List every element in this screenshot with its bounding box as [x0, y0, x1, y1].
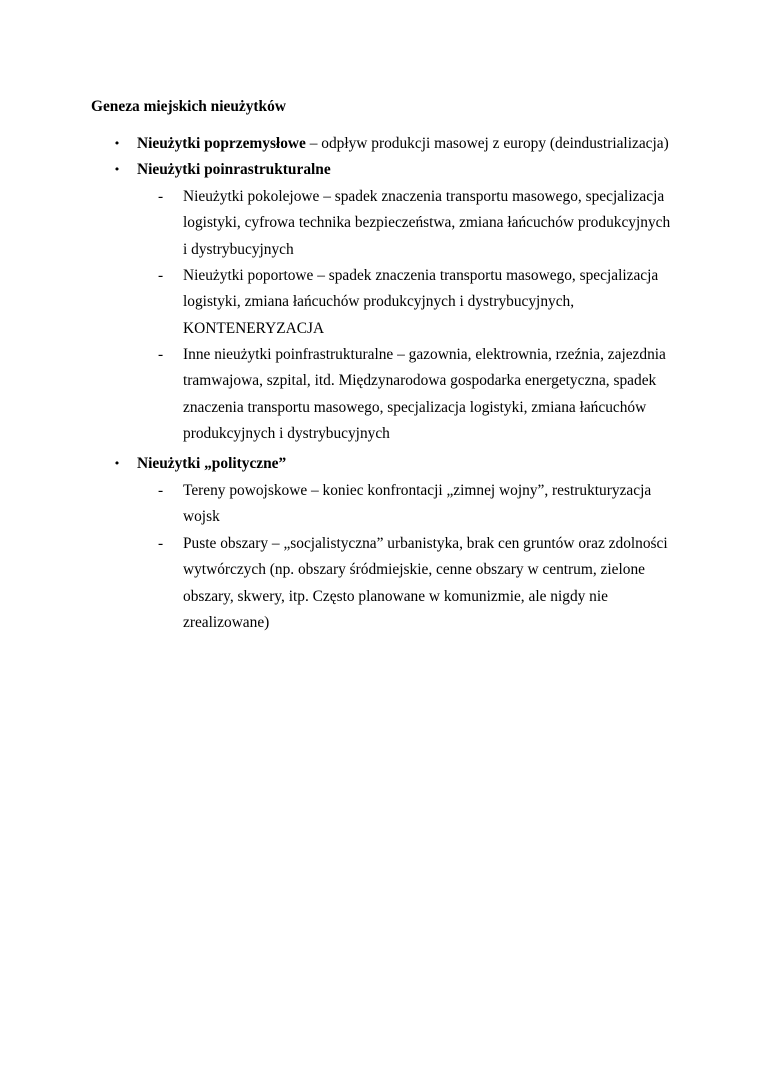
text-line: wytwórczych (np. obszary śródmiejskie, cenne obszary w centrum, zielone [183, 561, 645, 579]
sub-item-text [183, 478, 678, 531]
bullet-text [137, 157, 331, 183]
text-line: zrealizowane) [183, 613, 270, 631]
text-line: i dystrybucyjnych [183, 240, 294, 258]
text-line: logistyki, zmiana łańcuchów produkcyjnych i dystrybucyjnych, [183, 293, 575, 311]
document-title: Geneza miejskich nieużytków [91, 98, 286, 115]
text-line: znaczenia transportu masowego, specjalizacja logistyki, zmiana łańcuchów [183, 398, 647, 416]
sub-item-text [183, 263, 678, 342]
text-line: Inne nieużytki poinfrastrukturalne – gazownia, elektrownia, rzeźnia, zajezdnia [183, 346, 666, 363]
bullet-heading: Nieużytki „polityczne” [137, 455, 287, 472]
bullet-text [137, 451, 286, 477]
sub-item-text [183, 184, 678, 263]
text-line: logistyki, cyfrowa technika bezpieczeństwa, zmiana łańcuchów produkcyjnych [183, 214, 671, 232]
bullet-description: – odpływ produkcji masowej z europy (deindustrializacja) [305, 135, 669, 152]
dash-marker: - [158, 482, 164, 499]
bullet-heading: Nieużytki poprzemysłowe [137, 135, 306, 152]
bullet-icon: • [113, 457, 121, 470]
sub-item-text [183, 342, 678, 447]
text-line: obszary, skwery, itp. Często planowane w komunizmie, ale nigdy nie [183, 587, 608, 605]
text-line: Tereny powojskowe – koniec konfrontacji „zimnej wojny”, restrukturyzacja [183, 482, 652, 499]
dash-marker: - [158, 535, 164, 552]
bullet-icon: • [113, 163, 121, 176]
text-line: wojsk [183, 508, 220, 526]
text-line: tramwajowa, szpital, itd. Międzynarodowa gospodarka energetyczna, spadek [183, 372, 657, 390]
text-line: Nieużytki poportowe – spadek znaczenia transportu masowego, specjalizacja [183, 267, 659, 284]
bullet-text [137, 131, 669, 157]
text-line: Puste obszary – „socjalistyczna” urbanistyka, brak cen gruntów oraz zdolności [183, 535, 668, 552]
text-line: KONTENERYZACJA [183, 319, 325, 337]
dash-marker: - [158, 188, 164, 205]
text-line: Nieużytki pokolejowe – spadek znaczenia transportu masowego, specjalizacja [183, 188, 665, 205]
bullet-heading: Nieużytki poinrastrukturalne [137, 161, 331, 178]
text-line: produkcyjnych i dystrybucyjnych [183, 424, 390, 442]
bullet-icon: • [113, 137, 121, 150]
dash-marker: - [158, 346, 164, 363]
sub-item-text [183, 531, 678, 636]
dash-marker: - [158, 267, 164, 284]
